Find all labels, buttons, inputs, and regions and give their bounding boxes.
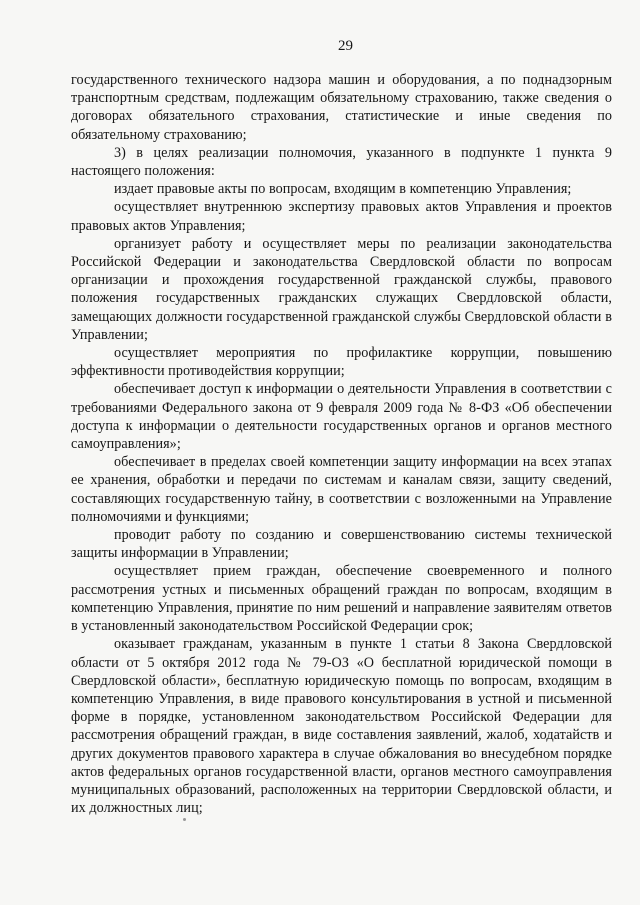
paragraph: обеспечивает доступ к информации о деятельности Управления в соответствии с требованиями Федерального закона от 9 февраля 2009 года № 8-ФЗ «Об обеспечении доступа к информации о деятельности государственных органов и органов местного самоуправления»; <box>71 381 612 453</box>
paragraph: осуществляет мероприятия по профилактике коррупции, повышению эффективности противодействия коррупции; <box>71 345 612 380</box>
paragraph: проводит работу по созданию и совершенствованию системы технической защиты информации в Управлении; <box>71 527 612 562</box>
paragraph: издает правовые акты по вопросам, входящим в компетенцию Управления; <box>114 181 572 198</box>
paragraph: осуществляет внутреннюю экспертизу правовых актов Управления и проектов правовых актов Управления; <box>71 199 612 234</box>
paragraph: организует работу и осуществляет меры по реализации законодательства Российской Федерации и законодательства Свердловской области по вопросам организации и прохождения государственной гражданской службы, правового положения государственных гражданских служащих Свердловской области, замещающих должности государственной гражданской службы Свердловской области в Управлении; <box>71 235 612 343</box>
scan-speck <box>183 818 186 821</box>
paragraph: государственного технического надзора машин и оборудования, а по поднадзорным транспортным средствам, подлежащим обязательному страхованию, также сведения о договорах обязательного страхования, статистические и иные сведения по обязательному страхованию; <box>71 72 612 143</box>
paragraph: 3) в целях реализации полномочия, указанного в подпункте 1 пункта 9 настоящего положения: <box>71 144 612 180</box>
page-number: 29 <box>338 38 353 54</box>
document-body <box>71 71 612 817</box>
paragraph: оказывает гражданам, указанным в пункте 1 статьи 8 Закона Свердловской области от 5 октября 2012 года № 79-ОЗ «О бесплатной юридической помощи в Свердловской области», бесплатную юридическую помощь по вопросам, входящим в компетенцию Управления, в виде правового консультирования в устной и письменной форме в порядке, установленном законодательством Российской Федерации для рассмотрения обращений граждан, в виде составления заявлений, жалоб, ходатайств и других документов правового характера в случае обжалования во внесудебном порядке актов федеральных органов государственной власти, органов местного самоуправления муниципальных образований, расположенных на территории Свердловской области, и их должностных лиц; <box>71 636 612 817</box>
paragraph: обеспечивает в пределах своей компетенции защиту информации на всех этапах ее хранения, обработки и передачи по системам и каналам связи, защиту сведений, составляющих государственную тайну, в соответствии с возложенными на Управление полномочиями и функциями; <box>71 454 612 525</box>
paragraph: осуществляет прием граждан, обеспечение своевременного и полного рассмотрения устных и письменных обращений граждан по вопросам, входящим в компетенцию Управления, принятие по ним решений и направление заявителям ответов в установленный законодательством Российской Федерации срок; <box>71 563 612 635</box>
